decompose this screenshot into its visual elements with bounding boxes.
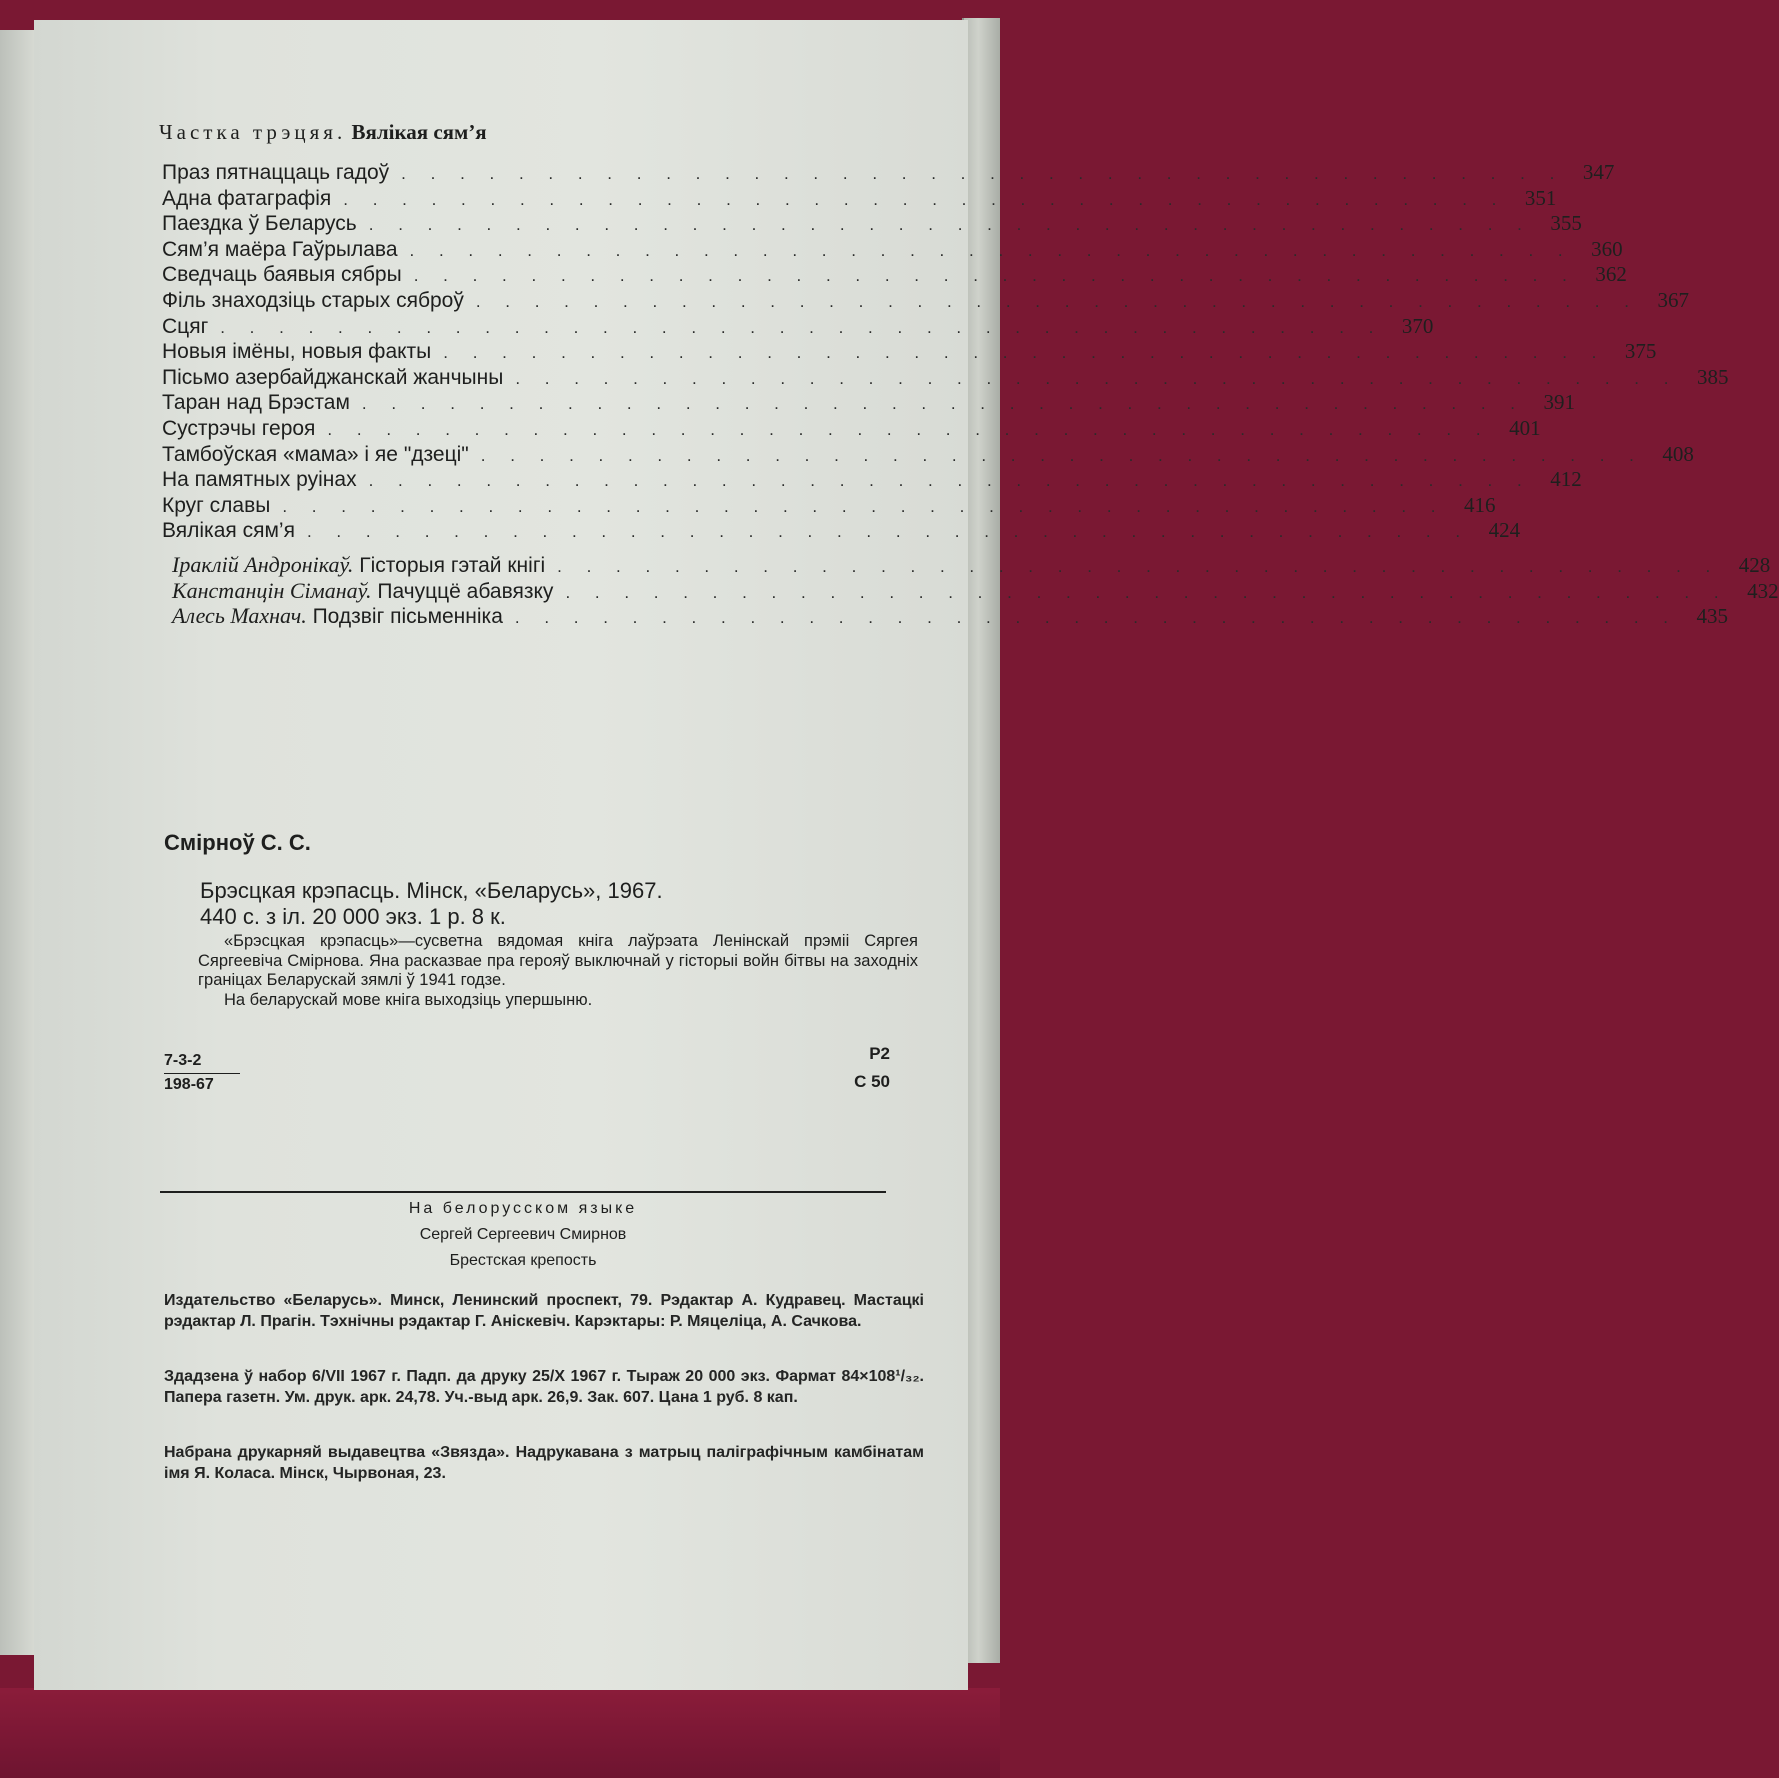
toc-leader-dots: . . . . . . . . . . . . . . . . . . . . . . . . . . . . . . . . . . . . . . . . bbox=[220, 317, 1384, 337]
toc-entry-page: 391 bbox=[1543, 390, 1576, 415]
toc-entry-title: Адна фатаграфія bbox=[162, 186, 332, 210]
annotation-paragraph: «Брэсцкая крэпасць»—сусветна вядомая кніга лаўрэата Ленінскай прэміі Сяргея Сяргеевіча Смірнова. Яна расказвае пра герояў выключнай у гісторыі войн бітвы на заходніх граніцах Беларускай зямлі ў 1941 годзе. bbox=[198, 932, 918, 989]
toc-leader-dots: . . . . . . . . . . . . . . . . . . . . . . . . . . . . . . . . . . . . . . . . bbox=[514, 608, 1679, 628]
toc-entry-page: 375 bbox=[1624, 339, 1657, 364]
toc-entry-title: Тамбоўская «мама» і яе "дзеці" bbox=[162, 442, 469, 466]
catalog-details-line: 440 с. з іл. 20 000 экз. 1 р. 8 к. bbox=[200, 904, 506, 929]
toc-part-title: Вялікая сям’я bbox=[351, 120, 487, 144]
toc-entry-page: 401 bbox=[1509, 415, 1541, 440]
toc-entry bbox=[162, 185, 1557, 212]
toc-entry-title: Новыя імёны, новыя факты bbox=[162, 340, 432, 364]
book-cover-left-edge bbox=[0, 30, 34, 1655]
toc-entry-page: 351 bbox=[1524, 185, 1557, 210]
toc-entry bbox=[162, 390, 1576, 416]
annotation-paragraph: На беларускай мове кніга выходзіць упершыню. bbox=[224, 990, 593, 1009]
toc-leader-dots: . . . . . . . . . . . . . . . . . . . . . . . . . . . . . . . . . . . . . . . . bbox=[409, 240, 1573, 260]
table-of-contents bbox=[162, 160, 1779, 629]
imprint-printer-text: Набрана друкарняй выдавецтва «Звязда». Надрукавана з матрыц паліграфічным камбінатам імя Я. Коласа. Мінск, Чырвоная, 23. bbox=[164, 1444, 924, 1482]
toc-leader-dots: . . . . . . . . . . . . . . . . . . . . . . . . . . . . . . . . . . . . . . . . bbox=[515, 368, 1679, 388]
toc-essay-author: Канстанцін Сіманаў. bbox=[172, 577, 372, 603]
toc-entry bbox=[162, 160, 1615, 186]
toc-leader-dots: . . . . . . . . . . . . . . . . . . . . . . . . . . . . . . . . . . . . . . . . bbox=[413, 266, 1577, 286]
toc-entry bbox=[162, 211, 1582, 237]
bbk-index bbox=[164, 1050, 240, 1096]
toc-entry bbox=[162, 262, 1627, 288]
toc-entry-page: 367 bbox=[1657, 287, 1689, 312]
toc-entry-page: 347 bbox=[1582, 160, 1615, 184]
toc-leader-dots: . . . . . . . . . . . . . . . . . . . . . . . . . . . . . . . . . . . . . . . . bbox=[368, 215, 1532, 235]
toc-entry bbox=[162, 339, 1657, 365]
toc-essay-entry bbox=[162, 551, 1771, 578]
toc-entry bbox=[162, 415, 1541, 442]
imprint-publisher-text: Издательство «Беларусь». Минск, Ленинский проспект, 79. Рэдактар А. Кудравец. Мастацкі рэдактар Л. Прагін. Тэхнічны рэдактар Г. Аніскевіч. Карэктары: Р. Мяцеліца, А. Сачкова. bbox=[164, 1292, 924, 1330]
toc-essay-name: Пачуццё абавязку bbox=[377, 579, 554, 603]
toc-entry bbox=[162, 518, 1521, 544]
toc-entry-page: 435 bbox=[1696, 604, 1729, 629]
toc-entry-page: 370 bbox=[1401, 313, 1434, 338]
imprint-author-ru: Сергей Сергеевич Смирнов bbox=[419, 1226, 627, 1243]
toc-entry-title: Круг славы bbox=[162, 493, 271, 517]
toc-leader-dots: . . . . . . . . . . . . . . . . . . . . . . . . . . . . . . . . . . . . . . . . bbox=[557, 556, 1721, 576]
toc-entry bbox=[162, 313, 1434, 340]
toc-entry-page: 355 bbox=[1550, 211, 1582, 236]
toc-entry-title: Сцяг bbox=[162, 314, 209, 338]
bbk-index-top: 7-3-2 bbox=[164, 1050, 240, 1074]
toc-leader-dots: . . . . . . . . . . . . . . . . . . . . . . . . . . . . . . . . . . . . . . . . bbox=[361, 394, 1526, 414]
imprint-divider bbox=[160, 1191, 886, 1193]
toc-essay-entry bbox=[162, 603, 1729, 629]
toc-entry-title: Сям’я маёра Гаўрылава bbox=[162, 237, 398, 261]
toc-entry-page: 385 bbox=[1696, 364, 1729, 389]
toc-entry bbox=[162, 467, 1582, 493]
toc-gap bbox=[162, 544, 918, 552]
toc-essay-title bbox=[172, 578, 553, 604]
toc-entry-title: Паездка ў Беларусь bbox=[162, 212, 357, 236]
toc-essay-author: Алесь Махнач. bbox=[172, 603, 307, 629]
toc-entry-page: 412 bbox=[1550, 467, 1582, 492]
toc-entry bbox=[162, 492, 1496, 519]
toc-essay-name: Подзвіг пісьменніка bbox=[312, 605, 503, 629]
toc-entry-title: Сустрэчы героя bbox=[162, 416, 316, 440]
toc-leader-dots: . . . . . . . . . . . . . . . . . . . . . . . . . . . . . . . . . . . . . . . . bbox=[475, 291, 1639, 311]
toc-entry-title: На памятных руінах bbox=[162, 468, 357, 492]
toc-entry-title: Вялікая сям’я bbox=[162, 519, 295, 543]
toc-leader-dots: . . . . . . . . . . . . . . . . . . . . . . . . . . . . . . . . . . . . . . . . bbox=[443, 343, 1607, 363]
toc-part-heading bbox=[159, 120, 487, 145]
toc-leader-dots: . . . . . . . . . . . . . . . . . . . . . . . . . . . . . . . . . . . . . . . . bbox=[368, 471, 1532, 491]
toc-entry-title: Пісьмо азербайджанскай жанчыны bbox=[162, 365, 504, 389]
toc-leader-dots: . . . . . . . . . . . . . . . . . . . . . . . . . . . . . . . . . . . . . . . . bbox=[306, 522, 1471, 542]
imprint-production-text: Здадзена ў набор 6/VII 1967 г. Падп. да друку 25/X 1967 г. Тыраж 20 000 экз. Фармат 84×108¹/₃₂. Папера газетн. Ум. друк. арк. 24,78. Уч.-выд арк. 26,9. Зак. 607. Цана 1 руб. 8 кап. bbox=[164, 1368, 924, 1406]
toc-entry bbox=[162, 287, 1689, 314]
toc-leader-dots: . . . . . . . . . . . . . . . . . . . . . . . . . . . . . . . . . . . . . . . . bbox=[565, 582, 1729, 602]
toc-leader-dots: . . . . . . . . . . . . . . . . . . . . . . . . . . . . . . . . . . . . . . . . bbox=[327, 419, 1491, 439]
toc-entry-page: 416 bbox=[1464, 492, 1496, 517]
toc-entry-title: Сведчаць баявыя сябры bbox=[162, 263, 402, 287]
background-fabric bbox=[0, 1688, 1000, 1778]
toc-part-label: Частка трэцяя. bbox=[159, 120, 347, 144]
toc-essay-entry bbox=[162, 577, 1779, 604]
toc-entry bbox=[162, 441, 1694, 468]
imprint-printer bbox=[164, 1442, 924, 1484]
imprint-publisher bbox=[164, 1290, 924, 1332]
toc-entry bbox=[162, 236, 1623, 263]
toc-leader-dots: . . . . . . . . . . . . . . . . . . . . . . . . . . . . . . . . . . . . . . . . bbox=[343, 189, 1507, 209]
class-code-1: Р2 bbox=[869, 1044, 890, 1063]
toc-entry-title: Таран над Брэстам bbox=[162, 391, 350, 415]
toc-entry-page: 428 bbox=[1738, 552, 1771, 577]
toc-entry-page: 432 bbox=[1747, 578, 1779, 603]
toc-entry-page: 360 bbox=[1591, 236, 1623, 261]
catalog-title-line: Брэсцкая крэпасць. Мінск, «Беларусь», 1967. bbox=[200, 878, 663, 903]
classification-codes bbox=[854, 1040, 890, 1096]
class-code-2: С 50 bbox=[854, 1072, 890, 1091]
toc-essay-title bbox=[172, 552, 545, 578]
imprint-production bbox=[164, 1366, 924, 1408]
toc-leader-dots: . . . . . . . . . . . . . . . . . . . . . . . . . . . . . . . . . . . . . . . . bbox=[282, 496, 1446, 516]
toc-entry bbox=[162, 364, 1729, 391]
toc-essay-title bbox=[172, 603, 503, 629]
toc-entry-title: Праз пятнаццаць гадоў bbox=[162, 161, 390, 184]
catalog-author: Смірноў С. С. bbox=[164, 830, 311, 855]
toc-entry-page: 362 bbox=[1595, 262, 1627, 287]
toc-essay-author: Іраклій Андронікаў. bbox=[172, 551, 354, 577]
toc-essay-name: Гісторыя гэтай кнігі bbox=[359, 553, 546, 577]
toc-entry-title: Філь знаходзіць старых сяброў bbox=[162, 288, 464, 312]
bbk-index-bottom: 198-67 bbox=[164, 1076, 214, 1093]
imprint-language-note: На белорусском языке bbox=[408, 1200, 638, 1217]
book-page bbox=[34, 20, 1779, 1690]
toc-entry-page: 408 bbox=[1662, 441, 1694, 466]
imprint-title-ru: Брестская крепость bbox=[449, 1252, 597, 1269]
catalog-annotation bbox=[198, 932, 918, 1010]
toc-leader-dots: . . . . . . . . . . . . . . . . . . . . . . . . . . . . . . . . . . . . . . . . bbox=[401, 164, 1565, 183]
toc-entry-page: 424 bbox=[1488, 518, 1521, 543]
toc-leader-dots: . . . . . . . . . . . . . . . . . . . . . . . . . . . . . . . . . . . . . . . . bbox=[480, 445, 1644, 465]
